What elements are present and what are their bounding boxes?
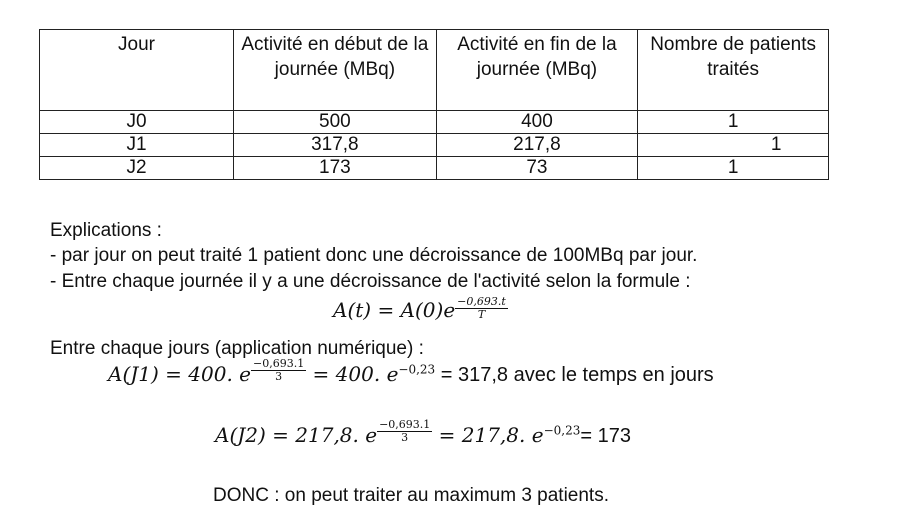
explanation-line-1: - par jour on peut traité 1 patient donc une décroissance de 100MBq par jour. (50, 245, 698, 266)
cell-jour: J1 (40, 134, 234, 157)
formula-j1-exp-num: −0,693.1 (253, 357, 305, 370)
header-nombre-patients: Nombre de patients traités (638, 30, 829, 111)
cell-fin: 217,8 (436, 134, 638, 157)
header-jour: Jour (40, 30, 234, 111)
conclusion: DONC : on peut traiter au maximum 3 patients. (213, 485, 609, 506)
formula-j2-exp-den: 3 (401, 431, 409, 444)
cell-debut: 500 (234, 111, 437, 134)
cell-fin: 73 (436, 157, 638, 180)
formula-exp-num: −0,693.t (457, 295, 506, 308)
explications-heading: Explications : (50, 220, 162, 241)
formula-j1-lhs: A(J1) = 400. e (108, 362, 251, 386)
explanation-line-3: Entre chaque jours (application numérique) : (50, 338, 424, 359)
cell-patients: 1 (638, 157, 829, 180)
formula-j1-mid: = 400. e (306, 362, 399, 386)
formula-j2-mid: = 217,8. e (432, 423, 544, 447)
table-row (40, 111, 829, 134)
formula-j2-exp-num: −0,693.1 (379, 418, 431, 431)
cell-debut: 317,8 (234, 134, 437, 157)
cell-jour: J2 (40, 157, 234, 180)
table-row (40, 134, 829, 157)
table-row (40, 157, 829, 180)
activity-table (39, 29, 829, 180)
formula-j2-lhs: A(J2) = 217,8. e (215, 423, 378, 447)
formula-j2-exp2: −0,23 (543, 423, 581, 438)
cell-patients: 1 (638, 111, 829, 134)
cell-jour: J0 (40, 111, 234, 134)
header-activite-fin: Activité en fin de la journée (MBq) (436, 30, 638, 111)
formula-j1 (108, 357, 714, 387)
formula-j2 (215, 418, 631, 448)
table-header-row (40, 30, 829, 111)
decay-formula (333, 295, 508, 323)
formula-j1-rhs: = 317,8 avec le temps en jours (435, 364, 714, 386)
formula-lhs: A(t) = A(0)e (333, 298, 456, 322)
formula-exp-den: T (477, 308, 486, 321)
formula-j1-exp2: −0,23 (398, 362, 436, 377)
header-activite-debut: Activité en début de la journée (MBq) (234, 30, 437, 111)
formula-j1-exp-den: 3 (275, 370, 283, 383)
cell-fin: 400 (436, 111, 638, 134)
cell-debut: 173 (234, 157, 437, 180)
formula-j2-rhs: = 173 (580, 425, 631, 447)
explanation-line-2: - Entre chaque journée il y a une décroissance de l'activité selon la formule : (50, 271, 691, 292)
cell-patients: 1 (638, 134, 829, 157)
